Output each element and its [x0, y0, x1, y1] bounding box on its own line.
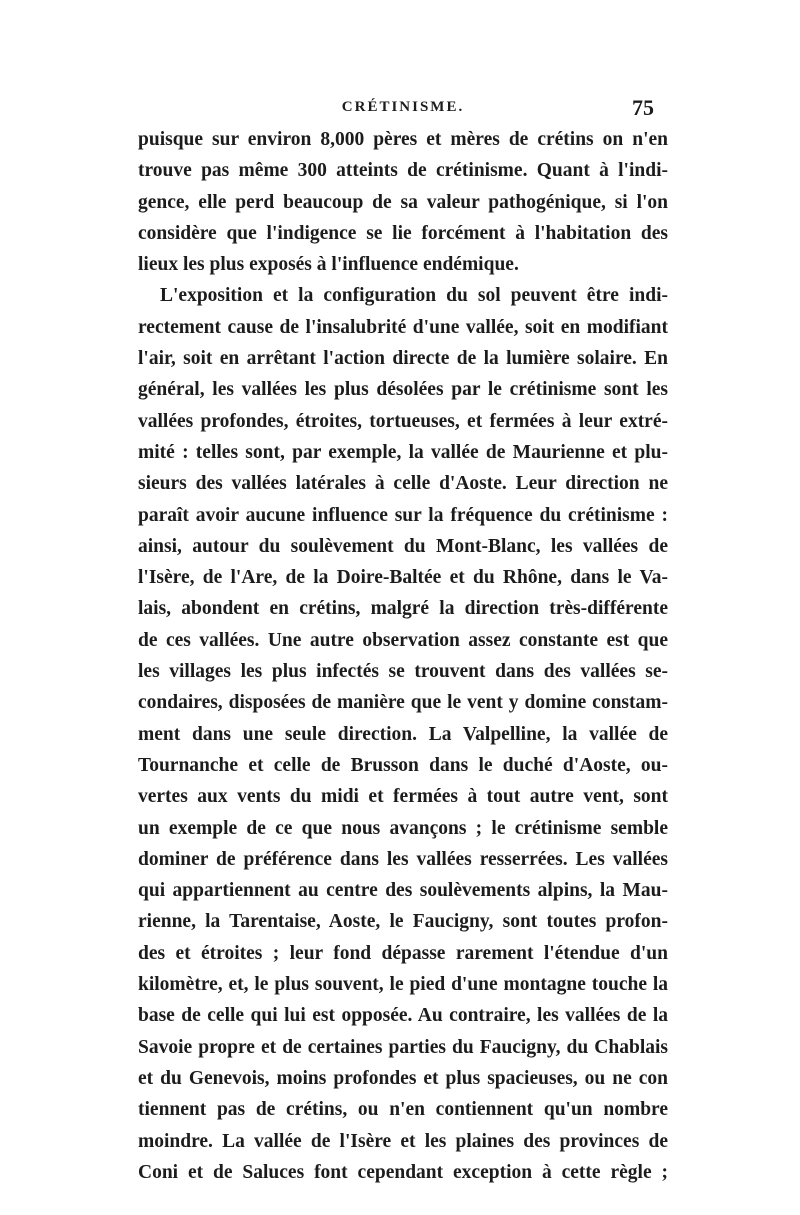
text-line: trouve pas même 300 atteints de crétinisme. Quant à l'indi- — [138, 160, 668, 182]
text-line: ainsi, autour du soulèvement du Mont-Blanc, les vallées de — [138, 535, 668, 557]
text-line: dominer de préférence dans les vallées resserrées. Les vallées — [138, 848, 668, 870]
text-line: sieurs des vallées latérales à celle d'Aoste. Leur direction ne — [138, 473, 668, 495]
text-line: lais, abondent en crétins, malgré la direction très-différente — [138, 598, 668, 620]
text-line: l'Isère, de l'Are, de la Doire-Baltée et du Rhône, dans le Va- — [138, 567, 668, 589]
text-line: kilomètre, et, le plus souvent, le pied d'une montagne touche la — [138, 974, 668, 996]
text-line: rectement cause de l'insalubrité d'une vallée, soit en modifiant — [138, 316, 668, 338]
body-text — [138, 124, 668, 1188]
text-line: ment dans une seule direction. La Valpelline, la vallée de — [138, 723, 668, 745]
text-line: Savoie propre et de certaines parties du Faucigny, du Chablais — [138, 1036, 668, 1058]
page-number: 75 — [632, 95, 654, 120]
text-line: tiennent pas de crétins, ou n'en contiennent qu'un nombre — [138, 1099, 668, 1121]
text-line: lieux les plus exposés à l'influence endémique. — [138, 254, 519, 276]
text-line: rienne, la Tarentaise, Aoste, le Faucigny, sont toutes profon- — [138, 911, 668, 933]
running-head-title: CRÉTINISME. — [341, 99, 465, 115]
text-line: L'exposition et la configuration du sol peuvent être indi- — [160, 285, 668, 307]
text-line: qui appartiennent au centre des soulèvements alpins, la Mau- — [138, 880, 668, 902]
text-line: considère que l'indigence se lie forcément à l'habitation des — [138, 222, 668, 244]
text-line: gence, elle perd beaucoup de sa valeur pathogénique, si l'on — [138, 191, 668, 213]
text-line: de ces vallées. Une autre observation assez constante est que — [138, 629, 668, 651]
text-line: puisque sur environ 8,000 pères et mères de crétins on n'en — [138, 129, 668, 150]
text-line: les villages les plus infectés se trouvent dans des vallées se- — [138, 661, 668, 683]
text-line: et du Genevois, moins profondes et plus spacieuses, ou ne con — [138, 1067, 668, 1089]
text-line: paraît avoir aucune influence sur la fréquence du crétinisme : — [138, 504, 668, 526]
text-line: Coni et de Saluces font cependant exception à cette règle ; — [138, 1161, 668, 1183]
text-line: condaires, disposées de manière que le vent y domine constam- — [138, 692, 668, 714]
text-line: un exemple de ce que nous avançons ; le crétinisme semble — [138, 817, 668, 839]
text-line: base de celle qui lui est opposée. Au contraire, les vallées de la — [138, 1005, 668, 1027]
text-line: des et étroites ; leur fond dépasse rarement l'étendue d'un — [138, 942, 668, 964]
text-line: mité : telles sont, par exemple, la vallée de Maurienne et plu- — [138, 441, 668, 463]
text-line: moindre. La vallée de l'Isère et les plaines des provinces de — [138, 1130, 668, 1152]
text-line: Tournanche et celle de Brusson dans le duché d'Aoste, ou- — [138, 754, 668, 776]
text-line: général, les vallées les plus désolées par le crétinisme sont les — [138, 379, 668, 401]
text-line: vallées profondes, étroites, tortueuses, et fermées à leur extré- — [138, 410, 668, 432]
text-line: vertes aux vents du midi et fermées à tout autre vent, sont — [138, 786, 668, 808]
running-head — [138, 95, 668, 125]
text-line: l'air, soit en arrêtant l'action directe de la lumière solaire. En — [138, 348, 668, 370]
